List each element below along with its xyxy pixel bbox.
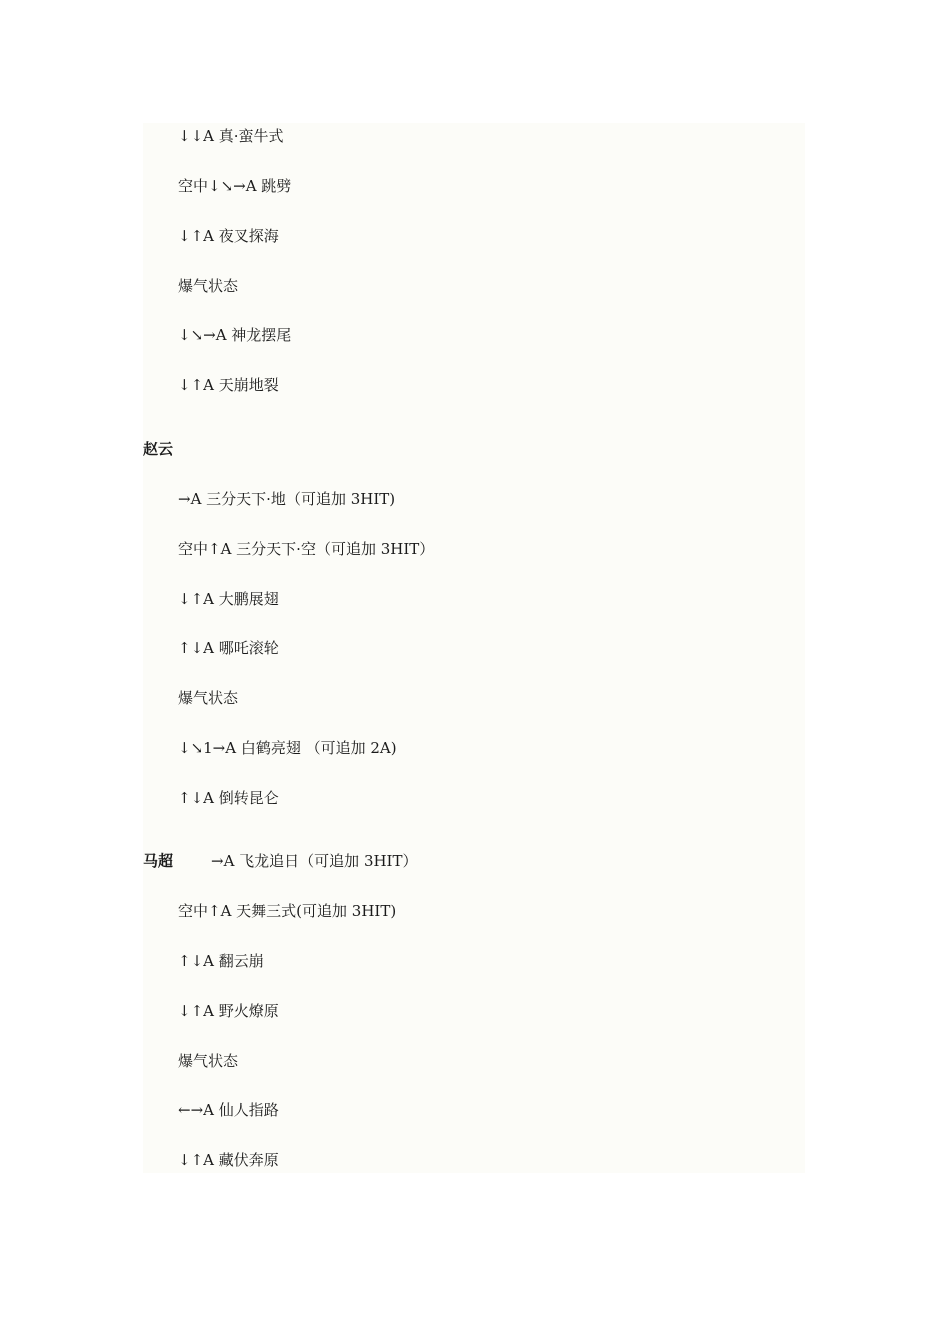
move-line: 空中↑A 天舞三式(可追加 3HIT) [178, 902, 397, 920]
state-label: 爆气状态 [178, 277, 239, 295]
move-line: ↓↑A 夜叉探海 [178, 227, 279, 245]
move-line: ↓↓A 真·蛮牛式 [178, 127, 284, 145]
character-name-machao: 马超 [143, 852, 174, 870]
move-line: ↓↘1→A 白鹤亮翅 （可追加 2A) [178, 739, 397, 757]
character-name-zhaoyun: 赵云 [143, 440, 174, 458]
move-line: 空中↓↘→A 跳劈 [178, 177, 292, 195]
move-line: ↑↓A 哪吒滚轮 [178, 639, 279, 657]
state-label: 爆气状态 [178, 689, 239, 707]
move-line: ↓↑A 野火燎原 [178, 1002, 279, 1020]
state-label: 爆气状态 [178, 1052, 239, 1070]
move-line: 空中↑A 三分天下·空（可追加 3HIT） [178, 540, 435, 558]
move-line: ↓↑A 大鹏展翅 [178, 590, 279, 608]
move-line: ↓↑A 天崩地裂 [178, 376, 279, 394]
move-line: ↓↑A 藏伏奔原 [178, 1151, 279, 1169]
move-line: ↑↓A 翻云崩 [178, 952, 264, 970]
move-line: →A 三分天下·地（可追加 3HIT) [178, 490, 396, 508]
move-line: ↑↓A 倒转昆仑 [178, 789, 279, 807]
move-line: →A 飞龙追日（可追加 3HIT） [211, 852, 418, 870]
move-line: ←→A 仙人指路 [178, 1101, 279, 1119]
move-line: ↓↘→A 神龙摆尾 [178, 326, 292, 344]
